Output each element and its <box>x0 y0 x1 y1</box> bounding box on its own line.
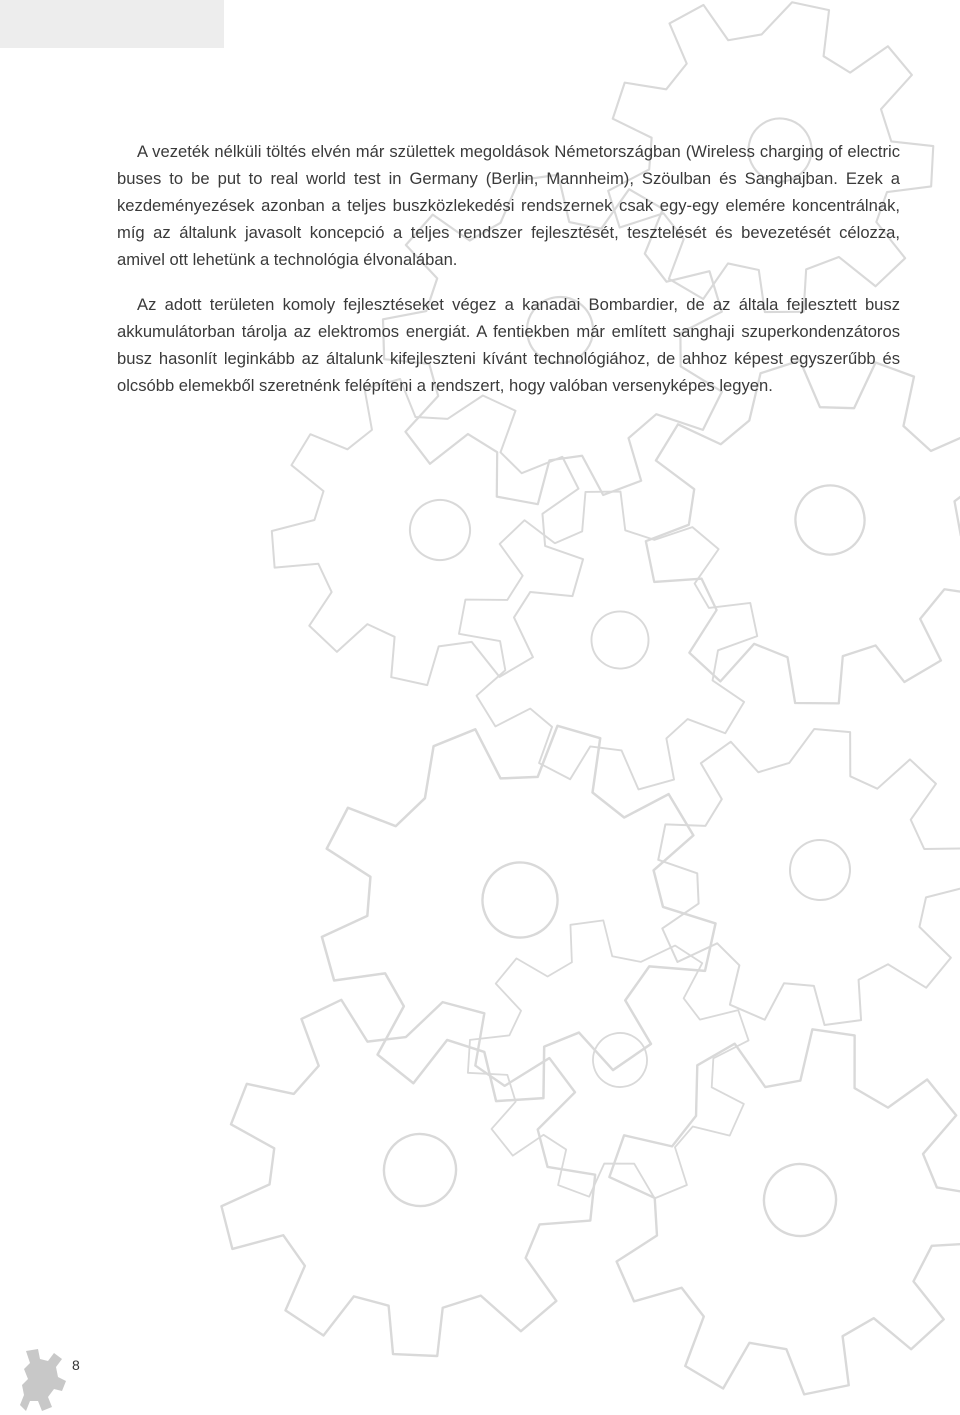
paragraph: A vezeték nélküli töltés elvén már születtek megoldások Németországban (Wireless charging of electric buses to be put to real world test in Germany (Berlin, Mannheim), Szöulban és Sanghajban. Ezek a kezdeményezések azonban a teljes buszközlekedési rendszernek csak egy-egy elemére koncentrálnak, míg az általunk javasolt koncepció a teljes rendszer fejlesztését, tesztelését és bevezetését célozza, amivel ott lehetünk a technológia élvonalában. <box>117 142 900 269</box>
body-text <box>117 138 900 399</box>
gear-shape <box>548 966 960 1415</box>
header-band <box>0 0 224 48</box>
page-number: 8 <box>72 1357 80 1373</box>
gear-shape <box>267 668 764 1154</box>
gear-shape <box>645 716 960 1036</box>
paragraph: Az adott területen komoly fejlesztéseket végez a kanadai Bombardier, de az általa fejlesztett busz akkumulátorban tárolja az elektromos energiát. A fentiekben már említett sanghaji szuperkondenzátoros busz hasonlít leginkább az általunk kifejleszteni kívánt technológiához, de ahhoz képest egyszerűbb és olcsóbb elemekből szeretnénk felépíteni a rendszert, hogy valóban versenyképes legyen. <box>117 295 900 395</box>
gear-icon <box>18 1345 68 1415</box>
gear-shape <box>408 439 813 842</box>
gear-shape <box>422 875 800 1249</box>
gear-shape <box>184 957 635 1394</box>
